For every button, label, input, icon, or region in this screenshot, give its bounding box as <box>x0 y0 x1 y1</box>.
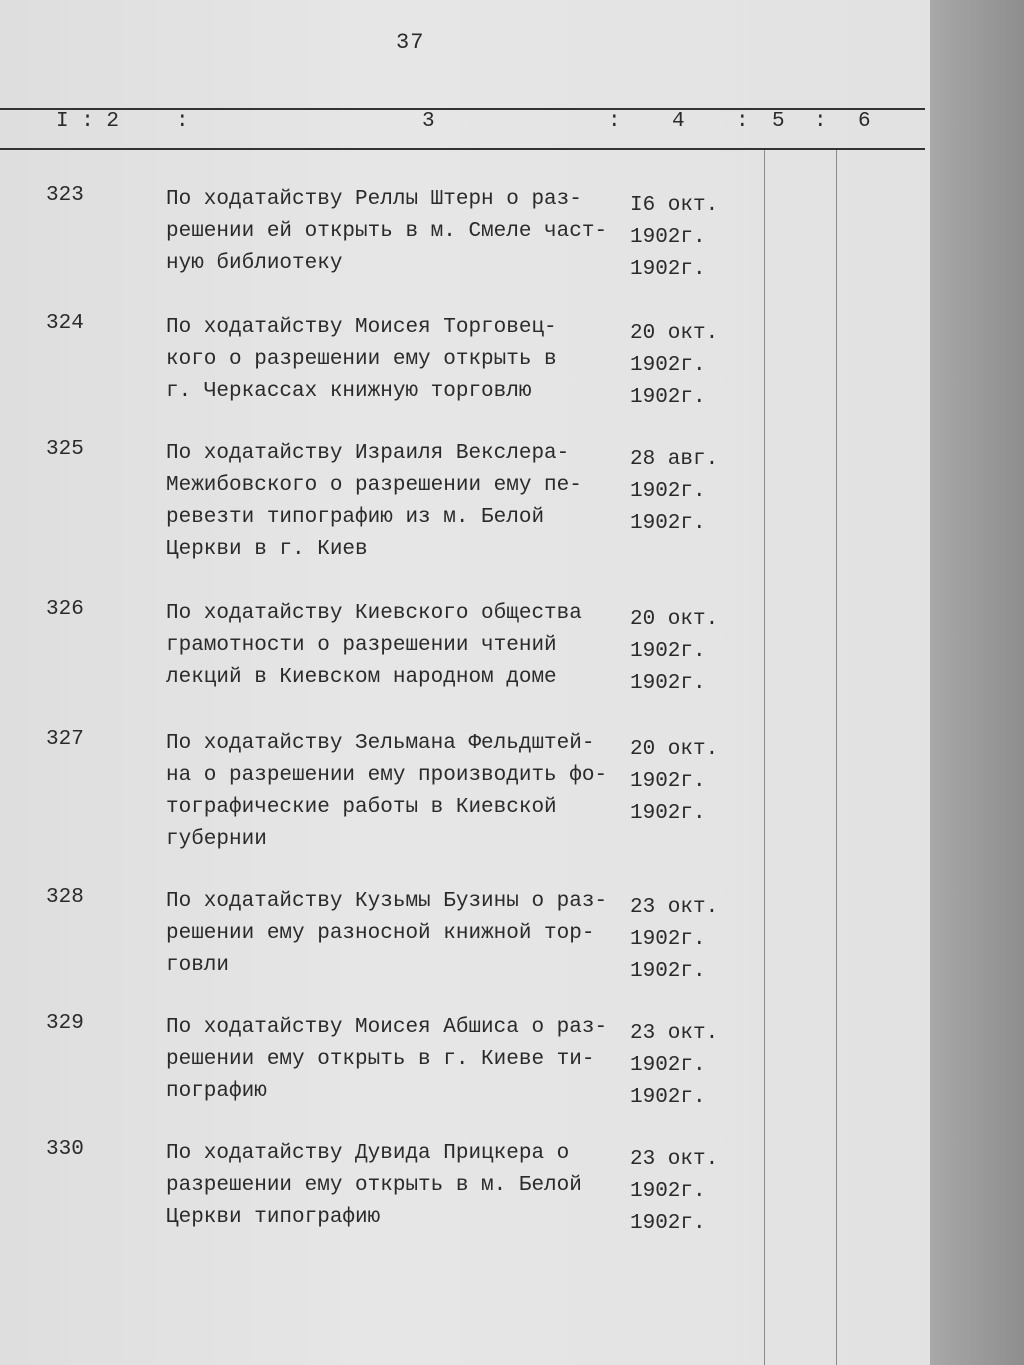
entry-description: По ходатайству Дувида Прицкера о разрешении ему открыть в м. Белой Церкви типографию <box>166 1142 582 1229</box>
header-sep3: : <box>736 110 749 133</box>
header-sep1: : <box>176 110 189 133</box>
column-divider <box>764 150 765 1365</box>
next-page-edge <box>930 0 1024 1365</box>
column-divider <box>836 150 837 1365</box>
entry-number: 326 <box>46 598 84 621</box>
header-col4: 4 <box>672 110 685 133</box>
entry-number: 323 <box>46 184 84 207</box>
entry-description: По ходатайству Моисея Торговец- кого о разрешении ему открыть в г. Черкассах книжную торговлю <box>166 316 557 403</box>
entry-dates: 23 окт. 1902г. 1902г. <box>630 1022 719 1109</box>
entry-number: 328 <box>46 886 84 909</box>
entry-number: 324 <box>46 312 84 335</box>
entry-dates: 23 окт. 1902г. 1902г. <box>630 896 719 983</box>
header-sep4: : <box>814 110 827 133</box>
entry-description: По ходатайству Моисея Абшиса о раз- решении ему открыть в г. Киеве ти- пографию <box>166 1016 608 1103</box>
entry-description: По ходатайству Киевского общества грамотности о разрешении чтений лекций в Киевском народном доме <box>166 602 582 689</box>
entry-dates: 20 окт. 1902г. 1902г. <box>630 608 719 695</box>
entry-dates: 23 окт. 1902г. 1902г. <box>630 1148 719 1235</box>
entry-description: По ходатайству Кузьмы Бузины о раз- решении ему разносной книжной тор- говли <box>166 890 608 977</box>
header-bottom-rule <box>0 148 925 150</box>
header-col1: I : 2 <box>56 110 120 133</box>
entry-number: 329 <box>46 1012 84 1035</box>
entry-dates: 20 окт. 1902г. 1902г. <box>630 738 719 825</box>
entry-dates: 28 авг. 1902г. 1902г. <box>630 448 719 535</box>
header-top-rule <box>0 108 925 110</box>
header-sep2: : <box>608 110 621 133</box>
entry-number: 327 <box>46 728 84 751</box>
header-col5: 5 <box>772 110 785 133</box>
entry-description: По ходатайству Израиля Векслера- Межибовского о разрешении ему пе- ревезти типографию из м. Белой Церкви в г. Киев <box>166 442 582 561</box>
entry-number: 330 <box>46 1138 84 1161</box>
entry-description: По ходатайству Реллы Штерн о раз- решении ей открыть в м. Смеле част- ную библиотеку <box>166 188 608 275</box>
entry-dates: I6 окт. 1902г. 1902г. <box>630 194 719 281</box>
header-col3: 3 <box>422 110 435 133</box>
page-number: 37 <box>396 30 425 55</box>
header-col6: 6 <box>858 110 871 133</box>
entry-number: 325 <box>46 438 84 461</box>
entry-description: По ходатайству Зельмана Фельдштей- на о разрешении ему производить фо- тографические работы в Киевской губернии <box>166 732 608 851</box>
entry-dates: 20 окт. 1902г. 1902г. <box>630 322 719 409</box>
